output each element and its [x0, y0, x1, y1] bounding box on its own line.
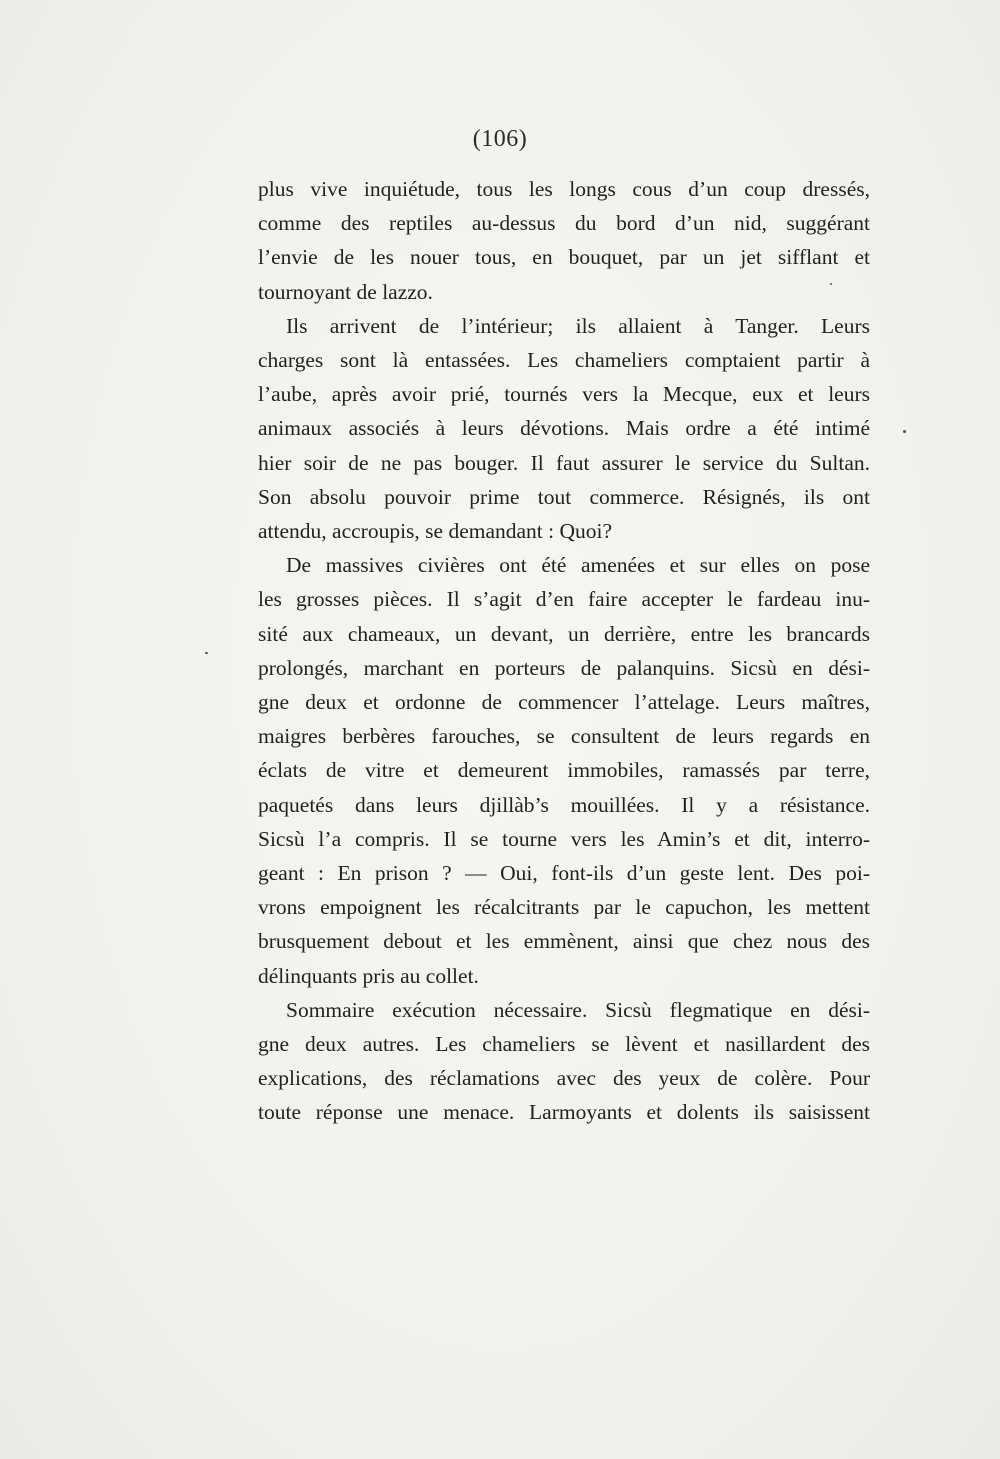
text-line: éclats de vitre et demeurent immobiles, ramassés par terre, — [258, 758, 870, 783]
text-line: animaux associés à leurs dévotions. Mais ordre a été intimé — [258, 416, 870, 441]
paragraph-3 — [258, 548, 870, 993]
text-line: prolongés, marchant en porteurs de palanquins. Sicsù en dési- — [258, 655, 870, 680]
text-line: Sicsù l’a compris. Il se tourne vers les Amin’s et dit, interro- — [258, 826, 870, 851]
print-speck — [830, 283, 832, 285]
text-line: plus vive inquiétude, tous les longs cous d’un coup dressés, — [258, 177, 870, 201]
text-line: hier soir de ne pas bouger. Il faut assurer le service du Sultan. — [258, 450, 870, 475]
text-line: geant : En prison ? — Oui, font-ils d’un geste lent. Des poi- — [258, 861, 870, 886]
text-line: toute réponse une menace. Larmoyants et dolents ils saisissent — [258, 1100, 870, 1125]
text-line: gne deux et ordonne de commencer l’attelage. Leurs maîtres, — [258, 690, 870, 715]
body-text — [258, 172, 870, 1130]
paragraph-2 — [258, 309, 870, 548]
text-line: tournoyant de lazzo. — [258, 279, 433, 304]
text-line: vrons empoignent les récalcitrants par le capuchon, les mettent — [258, 895, 870, 920]
text-line: maigres berbères farouches, se consultent de leurs regards en — [258, 724, 870, 749]
text-line: Son absolu pouvoir prime tout commerce. Résignés, ils ont — [258, 484, 870, 509]
text-line: attendu, accroupis, se demandant : Quoi? — [258, 519, 613, 544]
paragraph-4 — [258, 993, 870, 1130]
print-speck — [903, 430, 906, 433]
text-line: l’envie de les nouer tous, en bouquet, par un jet sifflant et — [258, 245, 870, 270]
text-line: Sommaire exécution nécessaire. Sicsù flegmatique en dési- — [286, 997, 870, 1022]
page-number: (106) — [472, 126, 528, 152]
text-line: sité aux chameaux, un devant, un derrière, entre les brancards — [258, 621, 870, 646]
text-line: Ils arrivent de l’intérieur; ils allaient à Tanger. Leurs — [286, 313, 870, 338]
text-line: l’aube, après avoir prié, tournés vers la Mecque, eux et leurs — [258, 382, 870, 407]
text-line: explications, des réclamations avec des yeux de colère. Pour — [258, 1066, 870, 1091]
text-line: De massives civières ont été amenées et sur elles on pose — [286, 553, 870, 578]
text-line: les grosses pièces. Il s’agit d’en faire accepter le fardeau inu- — [258, 587, 870, 612]
text-line: charges sont là entassées. Les chameliers comptaient partir à — [258, 348, 870, 373]
text-line: délinquants pris au collet. — [258, 963, 479, 988]
paragraph-1 — [258, 172, 870, 309]
text-line: paquetés dans leurs djillàb’s mouillées. Il y a résistance. — [258, 792, 870, 817]
text-line: brusquement debout et les emmènent, ainsi que chez nous des — [258, 929, 870, 954]
text-line: gne deux autres. Les chameliers se lèvent et nasillardent des — [258, 1032, 870, 1057]
print-speck — [205, 652, 208, 654]
text-line: comme des reptiles au-dessus du bord d’un nid, suggérant — [258, 211, 870, 236]
